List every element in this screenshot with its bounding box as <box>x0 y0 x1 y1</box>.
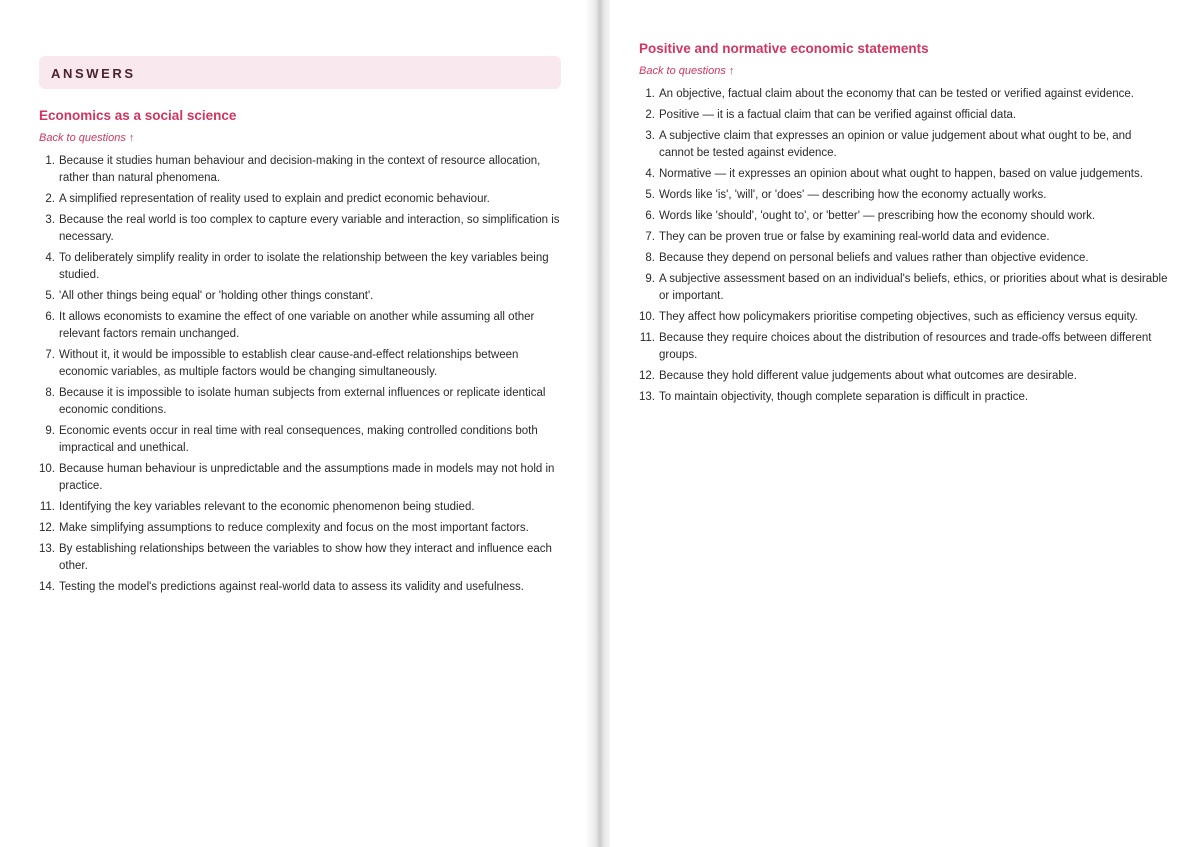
item-text: Economic events occur in real time with real consequences, making controlled conditions both impractical and unethical. <box>59 425 538 454</box>
back-to-questions-link[interactable] <box>639 61 734 81</box>
answer-item <box>39 212 564 246</box>
item-number: 7. <box>45 349 55 361</box>
item-number: 8. <box>45 387 55 399</box>
item-number: 6. <box>645 210 655 222</box>
answer-item <box>39 191 564 208</box>
item-text: To maintain objectivity, though complete separation is difficult in practice. <box>659 391 1029 403</box>
answer-item <box>39 385 564 419</box>
item-text: Because they hold different value judgements about what outcomes are desirable. <box>659 370 1077 382</box>
answer-item <box>639 86 1169 103</box>
section-economics-social-science <box>39 106 564 600</box>
answer-item <box>39 520 564 537</box>
item-number: 9. <box>45 425 55 437</box>
item-number: 13. <box>39 543 55 555</box>
item-text: Because they require choices about the distribution of resources and trade-offs between different groups. <box>659 332 1152 361</box>
item-number: 7. <box>645 231 655 243</box>
answer-item <box>639 107 1169 124</box>
item-number: 6. <box>45 311 55 323</box>
item-text: Because human behaviour is unpredictable and the assumptions made in models may not hold in practice. <box>59 463 555 492</box>
item-text: Positive — it is a factual claim that can be verified against official data. <box>659 109 1017 121</box>
right-page <box>610 0 1200 847</box>
answer-item <box>639 389 1169 406</box>
item-text: By establishing relationships between the variables to show how they interact and influence each other. <box>59 543 552 572</box>
arrow-up-icon: ↑ <box>128 132 135 144</box>
answer-item <box>639 330 1169 364</box>
item-number: 14. <box>39 581 55 593</box>
section-positive-normative <box>639 39 1169 410</box>
answer-item <box>639 309 1169 326</box>
item-number: 3. <box>45 214 55 226</box>
answer-item <box>39 499 564 516</box>
item-number: 10. <box>39 463 55 475</box>
answer-item <box>639 166 1169 183</box>
answer-item <box>639 128 1169 162</box>
item-number: 9. <box>645 273 655 285</box>
item-text: It allows economists to examine the effect of one variable on another while assuming all other relevant factors remain unchanged. <box>59 311 535 340</box>
answer-item <box>39 153 564 187</box>
arrow-up-icon: ↑ <box>728 65 735 77</box>
item-number: 1. <box>45 155 55 167</box>
item-number: 1. <box>645 88 655 100</box>
item-text: Words like 'should', 'ought to', or 'better' — prescribing how the economy should work. <box>659 210 1096 222</box>
item-number: 2. <box>45 193 55 205</box>
item-number: 11. <box>39 501 55 513</box>
answer-item <box>39 541 564 575</box>
item-text: Words like 'is', 'will', or 'does' — describing how the economy actually works. <box>659 189 1047 201</box>
answers-list <box>639 86 1169 406</box>
item-text: Without it, it would be impossible to establish clear cause-and-effect relationships between economic variables, as multiple factors would be changing simultaneously. <box>59 349 519 378</box>
item-text: Because the real world is too complex to capture every variable and interaction, so simplification is necessary. <box>59 214 560 243</box>
item-number: 13. <box>639 391 655 403</box>
item-text: To deliberately simplify reality in order to isolate the relationship between the key variables being studied. <box>59 252 549 281</box>
answer-item <box>639 250 1169 267</box>
item-number: 10. <box>639 311 655 323</box>
answer-item <box>39 423 564 457</box>
item-text: Normative — it expresses an opinion about what ought to happen, based on value judgements. <box>659 168 1143 180</box>
answer-item <box>639 208 1169 225</box>
item-text: An objective, factual claim about the economy that can be tested or verified against evidence. <box>659 88 1134 100</box>
answer-item <box>639 187 1169 204</box>
back-link-label: Back to questions <box>639 65 726 77</box>
item-text: Identifying the key variables relevant to the economic phenomenon being studied. <box>59 501 475 513</box>
back-to-questions-link[interactable] <box>39 128 134 148</box>
left-page <box>0 0 590 847</box>
item-number: 8. <box>645 252 655 264</box>
answer-item <box>639 368 1169 385</box>
answer-item <box>39 250 564 284</box>
answer-item <box>39 309 564 343</box>
answer-item <box>39 288 564 305</box>
section-title: Economics as a social science <box>39 108 237 123</box>
item-text: 'All other things being equal' or 'holding other things constant'. <box>59 290 374 302</box>
item-text: Because they depend on personal beliefs and values rather than objective evidence. <box>659 252 1089 264</box>
answers-header-bar <box>39 56 561 89</box>
answers-list <box>39 153 564 596</box>
item-number: 2. <box>645 109 655 121</box>
item-number: 5. <box>45 290 55 302</box>
item-number: 12. <box>639 370 655 382</box>
item-text: A simplified representation of reality used to explain and predict economic behaviour. <box>59 193 490 205</box>
answer-item <box>39 347 564 381</box>
item-text: Because it studies human behaviour and decision-making in the context of resource allocation, rather than natural phenomena. <box>59 155 541 184</box>
item-number: 5. <box>645 189 655 201</box>
item-number: 11. <box>639 332 655 344</box>
item-number: 12. <box>39 522 55 534</box>
item-number: 3. <box>645 130 655 142</box>
item-number: 4. <box>645 168 655 180</box>
item-text: They affect how policymakers prioritise competing objectives, such as efficiency versus equity. <box>659 311 1138 323</box>
item-text: A subjective claim that expresses an opinion or value judgement about what ought to be, and cannot be tested against evidence. <box>659 130 1132 159</box>
back-link-label: Back to questions <box>39 132 126 144</box>
item-text: They can be proven true or false by examining real-world data and evidence. <box>659 231 1050 243</box>
item-text: Because it is impossible to isolate human subjects from external influences or replicate identical economic conditions. <box>59 387 546 416</box>
answer-item <box>39 461 564 495</box>
answers-heading: ANSWERS <box>51 66 136 81</box>
section-title: Positive and normative economic statements <box>639 41 929 56</box>
answer-item <box>39 579 564 596</box>
answer-item <box>639 271 1169 305</box>
item-text: Make simplifying assumptions to reduce complexity and focus on the most important factors. <box>59 522 529 534</box>
answer-item <box>639 229 1169 246</box>
item-text: A subjective assessment based on an individual's beliefs, ethics, or priorities about what is desirable or important. <box>659 273 1168 302</box>
item-text: Testing the model's predictions against real-world data to assess its validity and usefulness. <box>59 581 524 593</box>
item-number: 4. <box>45 252 55 264</box>
